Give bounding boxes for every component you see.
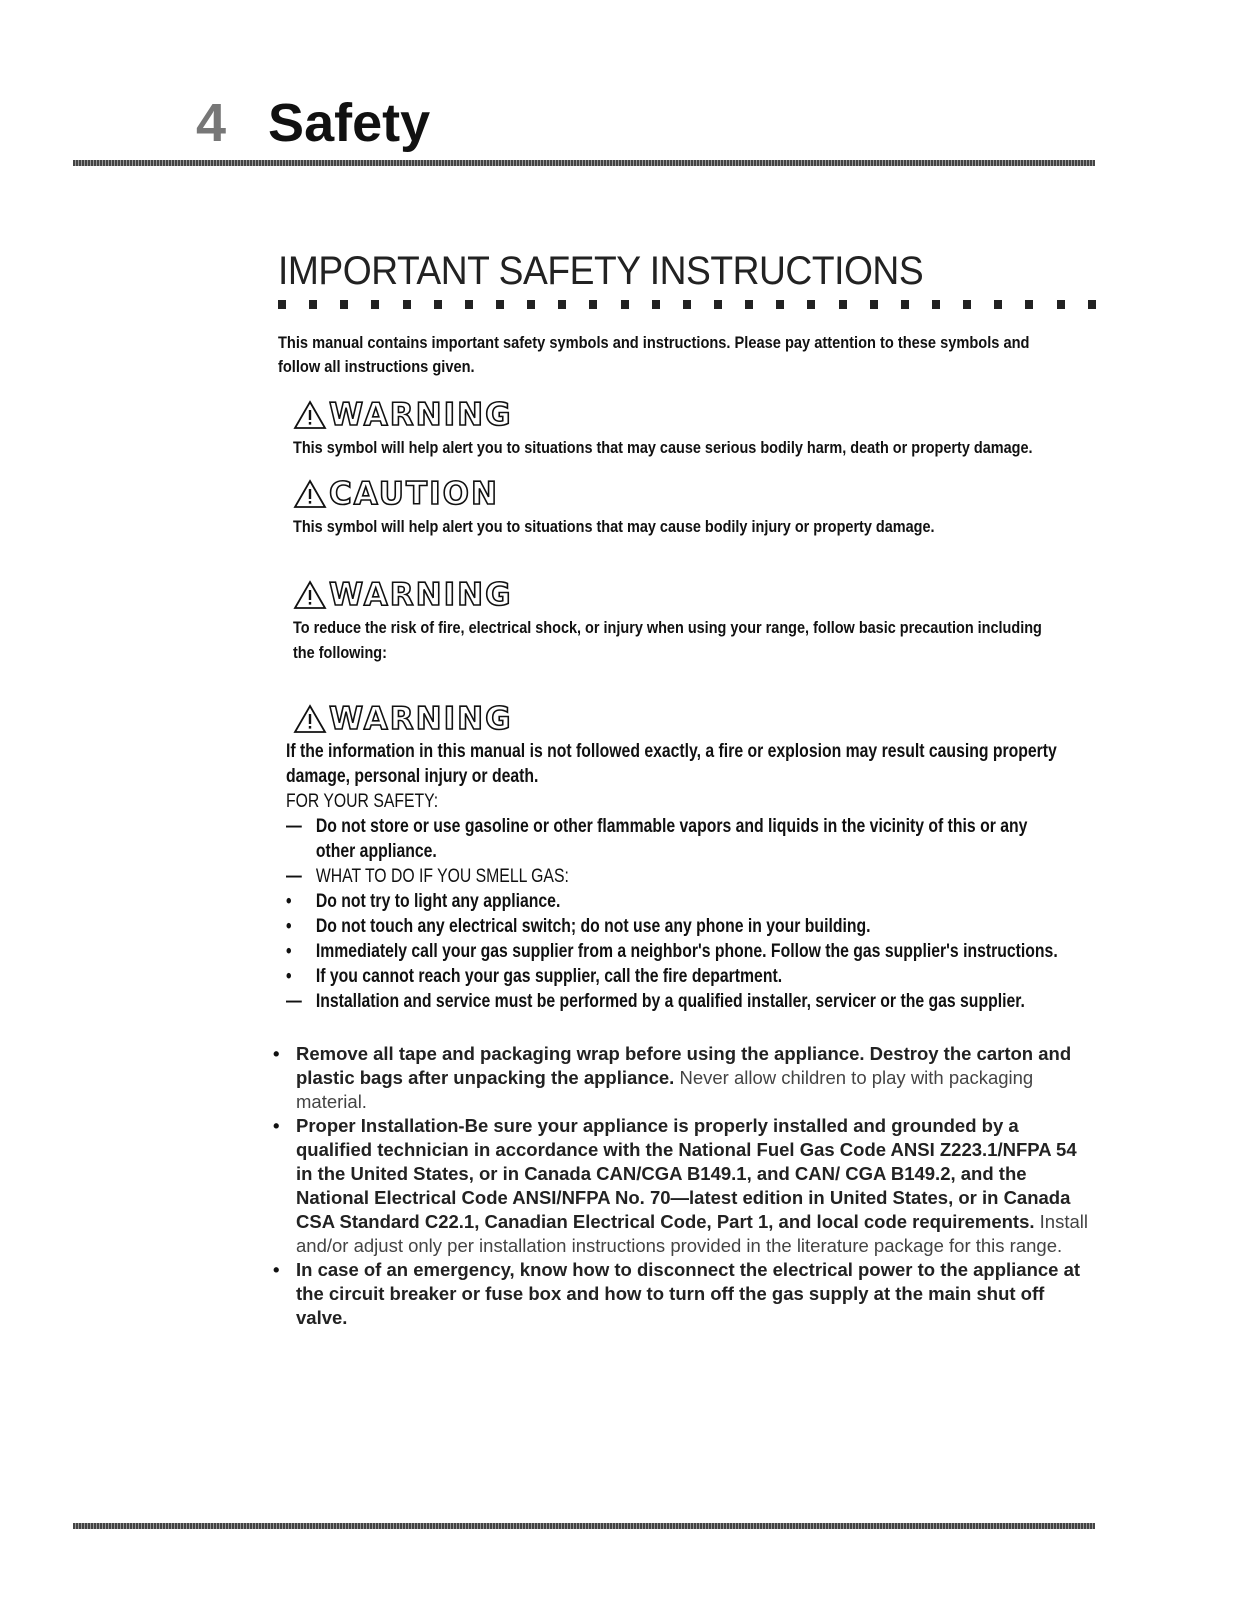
alert-warning-1 xyxy=(293,395,1098,460)
chapter-number: 4 xyxy=(196,93,227,153)
page-header xyxy=(196,80,431,153)
list-item: • Proper Installation-Be sure your appliance is properly installed and grounded by a qualified technician in accordance with the National Fuel Gas Code ANSI Z223.1/NFPA 54 in the United States, or in Canada CAN/CGA B149.1, and CAN/ CGA B149.2, and the National Electrical Code ANSI/NFPA No. 70—latest edition in United States, or in Canada CSA Standard C22.1, Canadian Electrical Code, Part 1, and local code requirements. Install and/or adjust only per installation instructions provided in the literature package for this range. xyxy=(273,1115,1088,1256)
page-content xyxy=(273,249,1098,1330)
list-item: • Remove all tape and packaging wrap before using the appliance. Destroy the carton and plastic bags after unpacking the appliance. Never allow children to play with packaging material. xyxy=(273,1043,1072,1112)
signal-word: CAUTION xyxy=(329,476,499,512)
alert-text: This symbol will help alert you to situations that may cause bodily injury or property damage. xyxy=(293,517,935,536)
warning-triangle-icon xyxy=(293,400,327,430)
signal-word: WARNING xyxy=(329,701,513,737)
list-item: • Do not touch any electrical switch; do not use any phone in your building. xyxy=(286,916,871,937)
signal-word-row xyxy=(293,474,1098,514)
gas-warning-lead: If the information in this manual is not followed exactly, a fire or explosion may result causing property damage, personal injury or death. xyxy=(286,741,1057,787)
section-title: IMPORTANT SAFETY INSTRUCTIONS xyxy=(278,249,924,293)
footer-rule xyxy=(73,1523,1095,1529)
list-item: • Immediately call your gas supplier from a neighbor's phone. Follow the gas supplier's instructions. xyxy=(286,941,1058,962)
alert-warning-2 xyxy=(293,575,1098,665)
safety-heading: FOR YOUR SAFETY: xyxy=(286,791,439,812)
safety-bullets xyxy=(273,1042,1098,1330)
header-rule xyxy=(73,160,1095,166)
gas-warning xyxy=(286,699,1098,1014)
signal-word: WARNING xyxy=(329,577,513,613)
dotted-divider xyxy=(278,300,1096,309)
list-item: • Do not try to light any appliance. xyxy=(286,891,561,912)
warning-triangle-icon xyxy=(293,704,327,734)
list-item: • If you cannot reach your gas supplier, call the fire department. xyxy=(286,966,783,987)
signal-word-row xyxy=(293,395,1098,435)
alert-text: To reduce the risk of fire, electrical shock, or injury when using your range, follow basic precaution including the following: xyxy=(293,618,1042,662)
signal-word-row xyxy=(293,699,1098,739)
gas-instructions-list xyxy=(286,814,1066,1014)
alert-text: This symbol will help alert you to situations that may cause serious bodily harm, death or property damage. xyxy=(293,438,1033,457)
signal-word-row xyxy=(293,575,1098,615)
warning-triangle-icon xyxy=(293,479,327,509)
alert-caution xyxy=(293,474,1098,539)
list-item: — Do not store or use gasoline or other flammable vapors and liquids in the vicinity of this or any other appliance. xyxy=(286,816,1028,862)
signal-word: WARNING xyxy=(329,397,513,433)
chapter-title: Safety xyxy=(268,93,431,153)
list-item: — WHAT TO DO IF YOU SMELL GAS: xyxy=(286,866,569,887)
list-item: — Installation and service must be performed by a qualified installer, servicer or the gas supplier. xyxy=(286,991,1025,1012)
list-item: • In case of an emergency, know how to disconnect the electrical power to the appliance at the circuit breaker or fuse box and how to turn off the gas supply at the main shut off valve. xyxy=(273,1259,1081,1328)
warning-triangle-icon xyxy=(293,580,327,610)
intro-paragraph: This manual contains important safety symbols and instructions. Please pay attention to these symbols and follow all instructions given. xyxy=(278,333,1030,376)
